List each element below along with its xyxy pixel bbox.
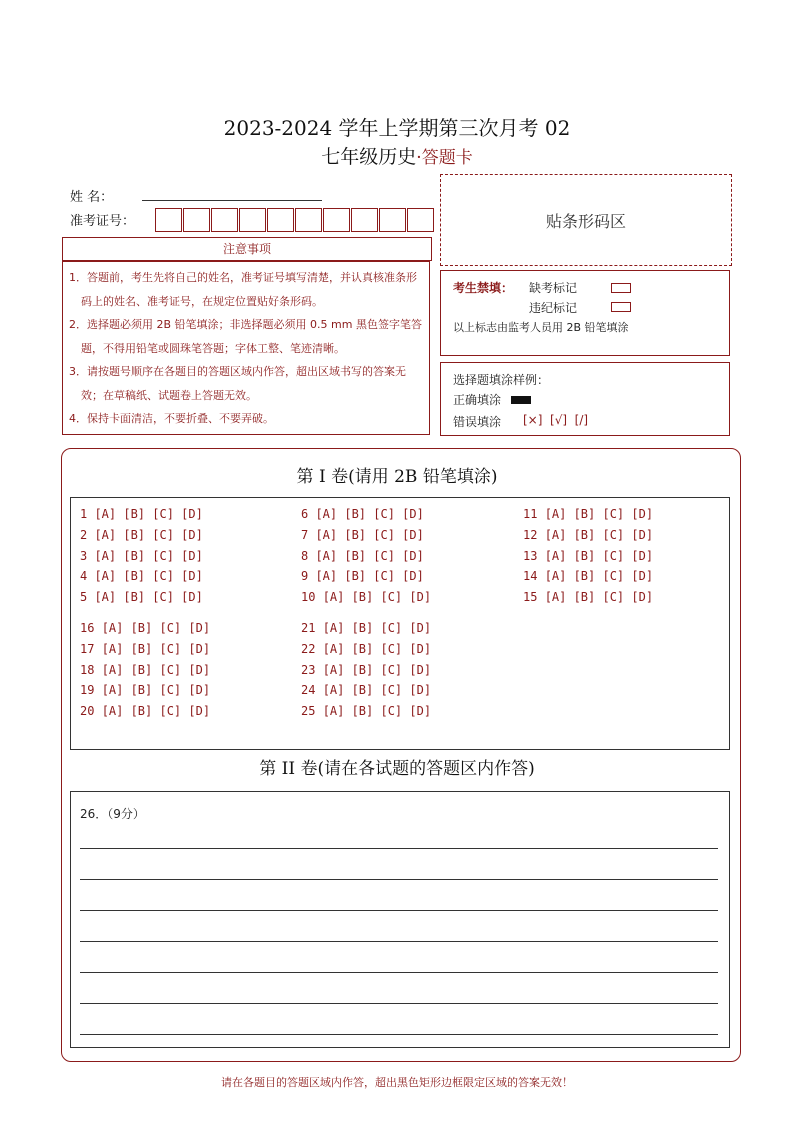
id-label: 准考证号： <box>70 214 136 229</box>
mc-options[interactable]: [A] [B] [C] [D] <box>101 621 211 635</box>
mc-question-19[interactable] <box>80 683 210 697</box>
mc-options[interactable]: [A] [B] [C] [D] <box>94 527 203 542</box>
notice-item: 3．请按题号顺序在各题目的答题区域内作答，超出区域书写的答案无效；在草稿纸、试题卷上答题无效。 <box>69 365 406 402</box>
notice-item: 4．保持卡面清洁，不要折叠、不要弄破。 <box>69 412 274 425</box>
mc-question-22[interactable] <box>301 642 431 656</box>
mc-options[interactable]: [A] [B] [C] [D] <box>94 507 203 521</box>
mc-question-1[interactable] <box>80 507 203 521</box>
q26-label: 26．（9分） <box>80 807 145 821</box>
mc-options[interactable]: [A] [B] [C] [D] <box>94 569 203 584</box>
id-digit-box[interactable] <box>211 208 238 232</box>
mc-question-4[interactable] <box>80 569 203 583</box>
mc-options[interactable]: [A] [B] [C] [D] <box>322 621 432 635</box>
mc-question-18[interactable] <box>80 663 210 677</box>
mc-question-number: 2 <box>80 527 95 542</box>
mc-options[interactable]: [A] [B] [C] [D] <box>544 527 654 542</box>
exam-status-note: 以上标志由监考人员用 2B 铅笔填涂 <box>453 321 629 334</box>
mc-question-number: 11 <box>523 507 545 521</box>
mc-question-13[interactable] <box>523 549 653 563</box>
id-digit-box[interactable] <box>239 208 266 232</box>
mc-question-number: 6 <box>301 507 316 521</box>
mc-question-number: 10 <box>301 590 323 605</box>
mc-options[interactable]: [A] [B] [C] [D] <box>101 641 211 656</box>
notice-box <box>62 261 430 435</box>
mc-options[interactable]: [A] [B] [C] [D] <box>94 548 203 563</box>
mc-question-number: 7 <box>301 527 316 542</box>
id-number-boxes[interactable] <box>155 208 435 232</box>
mc-question-number: 23 <box>301 662 323 677</box>
fill-sample-title: 选择题填涂样例： <box>453 373 550 387</box>
mc-options[interactable]: [A] [B] [C] [D] <box>315 548 424 563</box>
violation-checkbox[interactable] <box>611 302 631 312</box>
mc-question-3[interactable] <box>80 549 203 563</box>
mc-options[interactable]: [A] [B] [C] [D] <box>544 569 654 584</box>
exam-status-box <box>440 270 730 356</box>
mc-options[interactable]: [A] [B] [C] [D] <box>544 548 654 563</box>
mc-question-24[interactable] <box>301 683 431 697</box>
section2-title: 第 II 卷(请在各试题的答题区内作答) <box>259 759 535 779</box>
mc-question-10[interactable] <box>301 590 431 604</box>
mc-question-12[interactable] <box>523 528 653 542</box>
notice-item: 1．答题前，考生先将自己的姓名，准考证号填写清楚，并认真核准条形码上的姓名、准考证号，在规定位置贴好条形码。 <box>69 271 417 308</box>
section1-title: 第 I 卷(请用 2B 铅笔填涂) <box>296 467 498 487</box>
mc-question-11[interactable] <box>523 507 653 521</box>
mc-question-number: 16 <box>80 621 102 635</box>
id-digit-box[interactable] <box>407 208 434 232</box>
mc-options[interactable]: [A] [B] [C] [D] <box>544 590 654 605</box>
violation-label: 违纪标记 <box>529 301 578 315</box>
fill-sample-box <box>440 362 730 436</box>
mc-options[interactable]: [A] [B] [C] [D] <box>322 662 432 677</box>
id-digit-box[interactable] <box>183 208 210 232</box>
mc-question-5[interactable] <box>80 590 203 604</box>
barcode-area <box>440 174 732 266</box>
mc-question-number: 13 <box>523 548 545 563</box>
id-digit-box[interactable] <box>155 208 182 232</box>
mc-options[interactable]: [A] [B] [C] [D] <box>315 569 424 584</box>
name-field[interactable] <box>142 200 322 201</box>
mc-options[interactable]: [A] [B] [C] [D] <box>322 704 432 719</box>
notice-item: 2．选择题必须用 2B 铅笔填涂；非选择题必须用 0.5 mm 黑色签字笔答题，不得用铅笔或圆珠笔答题；字体工整、笔迹清晰。 <box>69 318 422 355</box>
mc-question-7[interactable] <box>301 528 424 542</box>
mc-question-number: 21 <box>301 621 323 635</box>
correct-fill-label: 正确填涂 <box>453 393 502 407</box>
mc-options[interactable]: [A] [B] [C] [D] <box>322 683 432 698</box>
mc-question-23[interactable] <box>301 663 431 677</box>
mc-question-number: 9 <box>301 569 316 584</box>
mc-options[interactable]: [A] [B] [C] [D] <box>94 590 203 605</box>
mc-question-number: 12 <box>523 527 545 542</box>
answer-line[interactable] <box>80 910 718 911</box>
mc-question-number: 5 <box>80 590 95 605</box>
q26-answer-box <box>70 791 730 1048</box>
id-digit-box[interactable] <box>379 208 406 232</box>
footer-warning: 请在各题目的答题区域内作答，超出黑色矩形边框限定区域的答案无效！ <box>221 1076 573 1089</box>
answer-line[interactable] <box>80 972 718 973</box>
card-suffix: ·答题卡 <box>416 148 473 168</box>
absent-checkbox[interactable] <box>611 283 631 293</box>
barcode-label: 贴条形码区 <box>545 211 626 231</box>
mc-question-20[interactable] <box>80 704 210 718</box>
notice-heading: 注意事项 <box>62 237 432 261</box>
mc-options[interactable]: [A] [B] [C] [D] <box>544 507 654 521</box>
mc-question-number: 19 <box>80 683 102 698</box>
mc-question-14[interactable] <box>523 569 653 583</box>
id-digit-box[interactable] <box>351 208 378 232</box>
name-label: 姓 名： <box>70 190 114 205</box>
wrong-fill-label: 错误填涂 <box>453 415 502 429</box>
mc-options[interactable]: [A] [B] [C] [D] <box>101 683 211 698</box>
mc-question-number: 25 <box>301 704 323 719</box>
mc-options[interactable]: [A] [B] [C] [D] <box>322 590 432 605</box>
mc-question-2[interactable] <box>80 528 203 542</box>
mc-options[interactable]: [A] [B] [C] [D] <box>315 527 424 542</box>
mc-question-16[interactable] <box>80 621 210 635</box>
mc-question-number: 20 <box>80 704 102 719</box>
mc-question-number: 22 <box>301 641 323 656</box>
id-digit-box[interactable] <box>267 208 294 232</box>
mc-question-number: 18 <box>80 662 102 677</box>
answer-line[interactable] <box>80 848 718 849</box>
id-digit-box[interactable] <box>323 208 350 232</box>
mc-question-number: 15 <box>523 590 545 605</box>
mc-options[interactable]: [A] [B] [C] [D] <box>101 704 211 719</box>
answer-line[interactable] <box>80 941 718 942</box>
mc-question-number: 3 <box>80 548 95 563</box>
mc-question-25[interactable] <box>301 704 431 718</box>
mc-question-number: 8 <box>301 548 316 563</box>
mc-question-21[interactable] <box>301 621 431 635</box>
mc-options[interactable]: [A] [B] [C] [D] <box>322 641 432 656</box>
subject-title: 七年级历史 <box>321 146 417 168</box>
absent-label: 缺考标记 <box>529 281 578 295</box>
mc-question-17[interactable] <box>80 642 210 656</box>
mc-options[interactable]: [A] [B] [C] [D] <box>101 662 211 677</box>
mc-question-15[interactable] <box>523 590 653 604</box>
mc-question-number: 24 <box>301 683 323 698</box>
mc-question-6[interactable] <box>301 507 424 521</box>
mc-question-number: 1 <box>80 507 95 521</box>
wrong-fill-samples: [×] [√] [/] <box>523 413 589 427</box>
mc-question-8[interactable] <box>301 549 424 563</box>
id-digit-box[interactable] <box>295 208 322 232</box>
mc-options[interactable]: [A] [B] [C] [D] <box>315 507 424 521</box>
mc-question-number: 17 <box>80 641 102 656</box>
answer-line[interactable] <box>80 1003 718 1004</box>
mc-question-number: 4 <box>80 569 95 584</box>
correct-fill-sample <box>511 396 531 404</box>
exam-status-label: 考生禁填： <box>453 281 514 295</box>
card-title <box>0 142 794 169</box>
answer-line[interactable] <box>80 879 718 880</box>
mc-question-9[interactable] <box>301 569 424 583</box>
exam-title: 2023-2024 学年上学期第三次月考 02 <box>223 116 571 140</box>
mc-question-number: 14 <box>523 569 545 584</box>
answer-line[interactable] <box>80 1034 718 1035</box>
